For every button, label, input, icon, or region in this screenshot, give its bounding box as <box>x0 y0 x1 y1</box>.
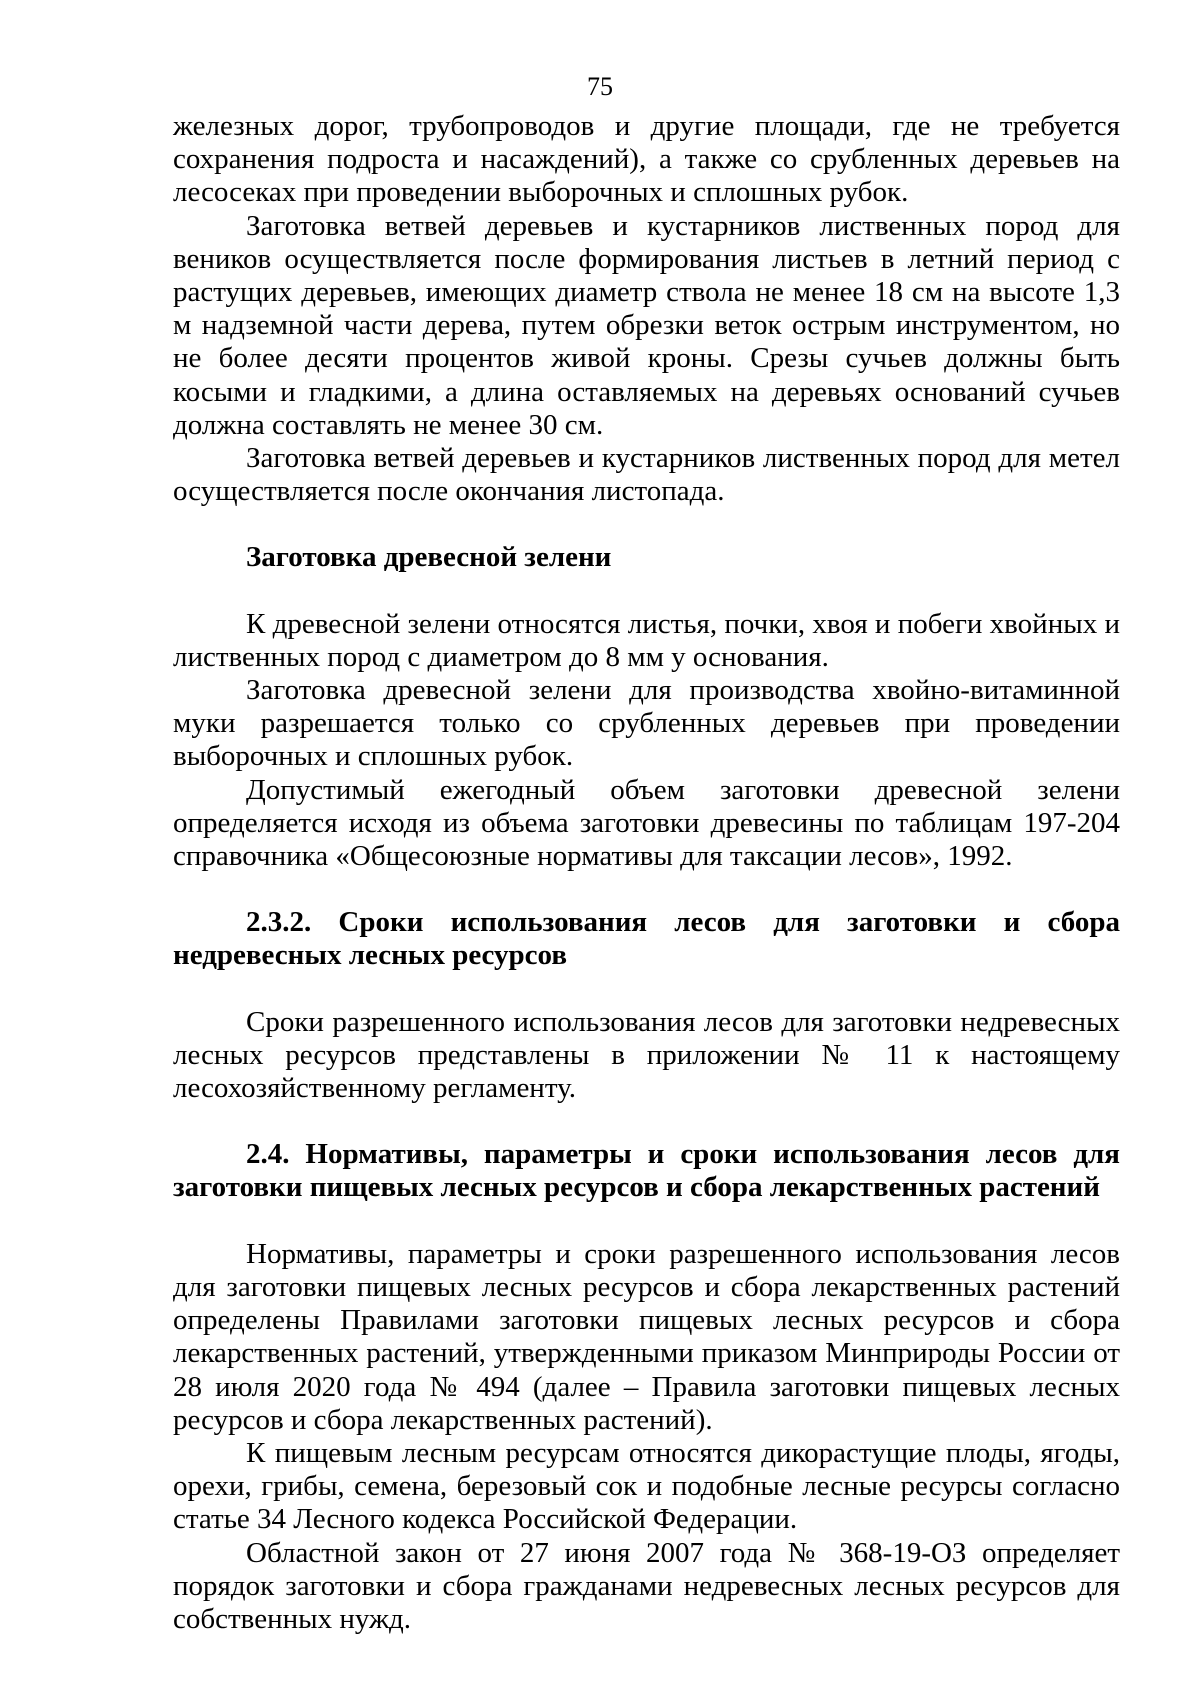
paragraph: Сроки разрешенного использования лесов для заготовки недревесных лесных ресурсов представлены в приложении № 11 к настоящему лесохозяйственному регламенту. <box>173 1005 1120 1105</box>
section-heading: Заготовка древесной зелени <box>246 541 612 574</box>
spacer <box>173 1205 1120 1238</box>
section-heading: 2.3.2. Сроки использования лесов для заготовки и сбора недревесных лесных ресурсов <box>173 906 1120 972</box>
paragraph: К древесной зелени относятся листья, почки, хвоя и побеги хвойных и лиственных пород с диаметром до 8 мм у основания. <box>173 607 1120 673</box>
spacer <box>173 575 1120 608</box>
section-heading: 2.4. Нормативы, параметры и сроки использования лесов для заготовки пищевых лесных ресурсов и сбора лекарственных растений <box>173 1138 1120 1204</box>
spacer <box>173 873 1120 906</box>
spacer <box>173 508 1120 541</box>
paragraph: Заготовка ветвей деревьев и кустарников лиственных пород для веников осуществляется после формирования листьев в летний период с растущих деревьев, имеющих диаметр ствола не менее 18 см на высоте 1,3 м надземной части дерева, путем обрезки веток острым инструментом, но не более десяти процентов живой кроны. Срезы сучьев должны быть косыми и гладкими, а длина оставляемых на деревьях оснований сучьев должна составлять не менее 30 см. <box>173 209 1120 441</box>
spacer <box>173 1105 1120 1138</box>
paragraph: Заготовка древесной зелени для производства хвойно-витаминной муки разрешается только со срубленных деревьев при проведении выборочных и сплошных рубок. <box>173 674 1120 773</box>
paragraph: железных дорог, трубопроводов и другие площади, где не требуется сохранения подроста и насаждений), а также со срубленных деревьев на лесосеках при проведении выборочных и сплошных рубок. <box>173 110 1120 209</box>
paragraph: Областной закон от 27 июня 2007 года № 368-19-ОЗ определяет порядок заготовки и сбора гражданами недревесных лесных ресурсов для собственных нужд. <box>173 1536 1120 1635</box>
page-number: 75 <box>587 72 613 101</box>
paragraph: К пищевым лесным ресурсам относятся дикорастущие плоды, ягоды, орехи, грибы, семена, березовый сок и подобные лесные ресурсы согласно статье 34 Лесного кодекса Российской Федерации. <box>173 1436 1120 1536</box>
spacer <box>173 973 1120 1006</box>
paragraph: Допустимый ежегодный объем заготовки древесной зелени определяется исходя из объема заготовки древесины по таблицам 197-204 справочника «Общесоюзные нормативы для таксации лесов», 1992. <box>173 773 1120 873</box>
paragraph: Нормативы, параметры и сроки разрешенного использования лесов для заготовки пищевых лесных ресурсов и сбора лекарственных растений определены Правилами заготовки пищевых лесных ресурсов и сбора лекарственных растений, утвержденными приказом Минприроды России от 28 июля 2020 года № 494 (далее – Правила заготовки пищевых лесных ресурсов и сбора лекарственных растений). <box>173 1237 1120 1436</box>
paragraph: Заготовка ветвей деревьев и кустарников лиственных пород для метел осуществляется после окончания листопада. <box>173 442 1120 508</box>
document-body <box>173 110 1120 1636</box>
